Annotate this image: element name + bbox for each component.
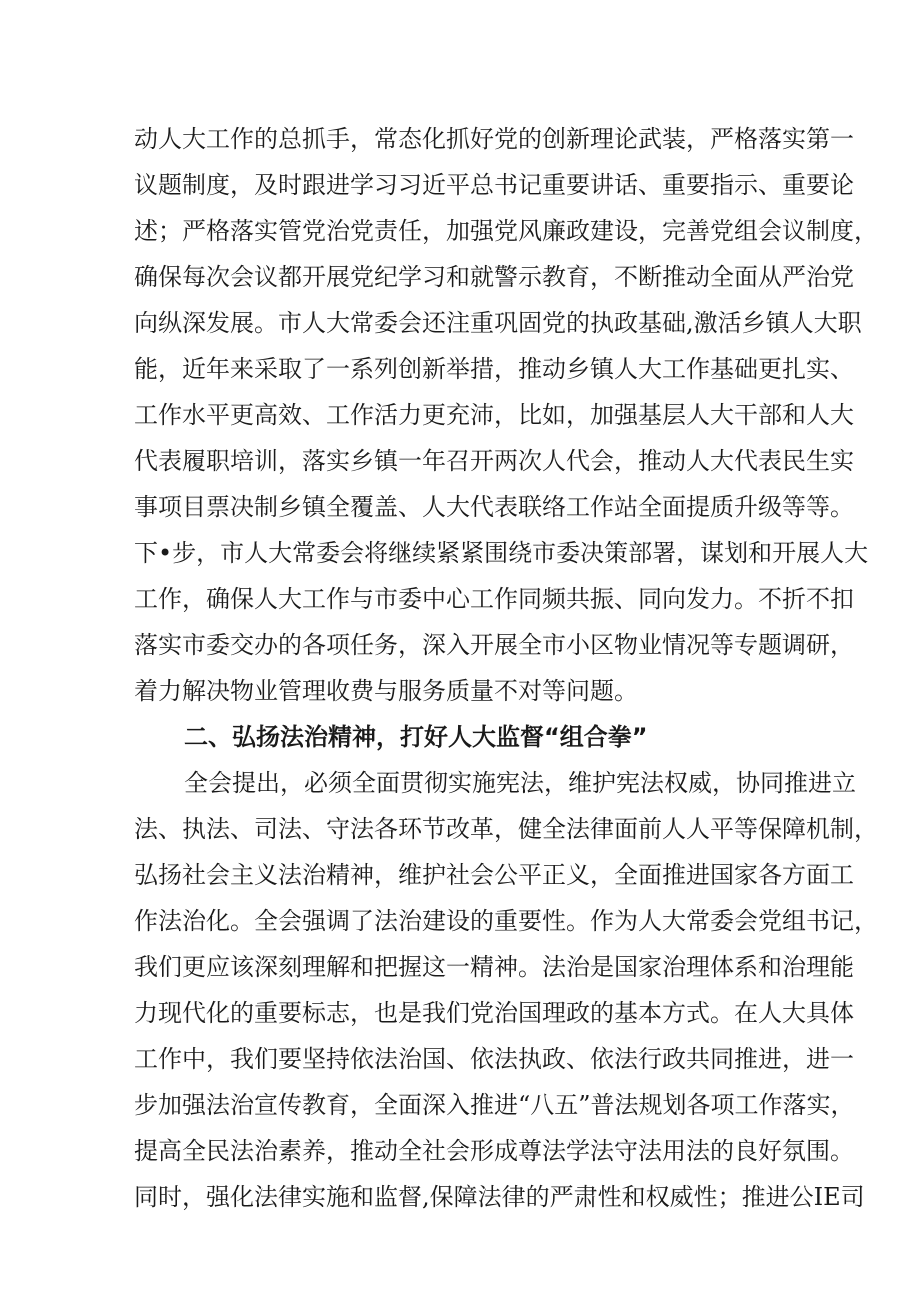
text-line: 作法治化。全会强调了法治建设的重要性。作为人大常委会党组书记， xyxy=(134,907,878,935)
text-line: 全会提出，必须全面贯彻实施宪法，维护宪法权威，协同推进立 xyxy=(184,769,856,797)
text-line: 代表履职培训，落实乡镇一年召开两次人代会，推动人大代表民生实 xyxy=(134,447,854,475)
text-line: 落实市委交办的各项任务，深入开展全市小区物业情况等专题调研， xyxy=(134,631,854,659)
text-line: 工作中，我们要坚持依法治国、依法执政、依法行政共同推进，进一 xyxy=(134,1045,854,1073)
section-heading: 二、弘扬法治精神，打好人大监督“组合拳” xyxy=(184,723,648,751)
text-line: 工作，确保人大工作与市委中心工作同频共振、同向发力。不折不扣 xyxy=(134,585,854,613)
text-line: 向纵深发展。市人大常委会还注重巩固党的执政基础,激活乡镇人大职 xyxy=(134,309,862,337)
text-line: 议题制度，及时跟进学习习近平总书记重要讲话、重要指示、重要论 xyxy=(134,171,854,199)
text-line: 同时，强化法律实施和监督,保障法律的严肃性和权威性；推进公IE司 xyxy=(134,1183,865,1211)
text-line: 动人大工作的总抓手，常态化抓好党的创新理论武装，严格落实第一 xyxy=(134,125,854,153)
text-line: 下•步，市人大常委会将继续紧紧围绕市委决策部署，谋划和开展人大 xyxy=(134,539,869,567)
text-line: 法、执法、司法、守法各环节改革，健全法律面前人人平等保障机制， xyxy=(134,815,878,843)
text-line: 能，近年来采取了一系列创新举措，推动乡镇人大工作基础更扎实、 xyxy=(134,355,854,383)
text-line: 弘扬社会主义法治精神，维护社会公平正义，全面推进国家各方面工 xyxy=(134,861,854,889)
text-line: 步加强法治宣传教育，全面深入推进“八五”普法规划各项工作落实， xyxy=(134,1091,855,1119)
text-line: 力现代化的重要标志，也是我们党治国理政的基本方式。在人大具体 xyxy=(134,999,854,1027)
text-line: 着力解决物业管理收费与服务质量不对等问题。 xyxy=(134,677,638,705)
text-line: 述；严格落实管党治党责任，加强党风廉政建设，完善党组会议制度， xyxy=(134,217,878,245)
text-line: 我们更应该深刻理解和把握这一精神。法治是国家治理体系和治理能 xyxy=(134,953,854,981)
text-line: 事项目票决制乡镇全覆盖、人大代表联络工作站全面提质升级等等。 xyxy=(134,493,854,521)
text-line: 确保每次会议都开展党纪学习和就警示教育，不断推动全面从严治党 xyxy=(134,263,854,291)
text-line: 工作水平更高效、工作活力更充沛，比如，加强基层人大干部和人大 xyxy=(134,401,854,429)
text-line: 提高全民法治素养，推动全社会形成尊法学法守法用法的良好氛围。 xyxy=(134,1137,854,1165)
